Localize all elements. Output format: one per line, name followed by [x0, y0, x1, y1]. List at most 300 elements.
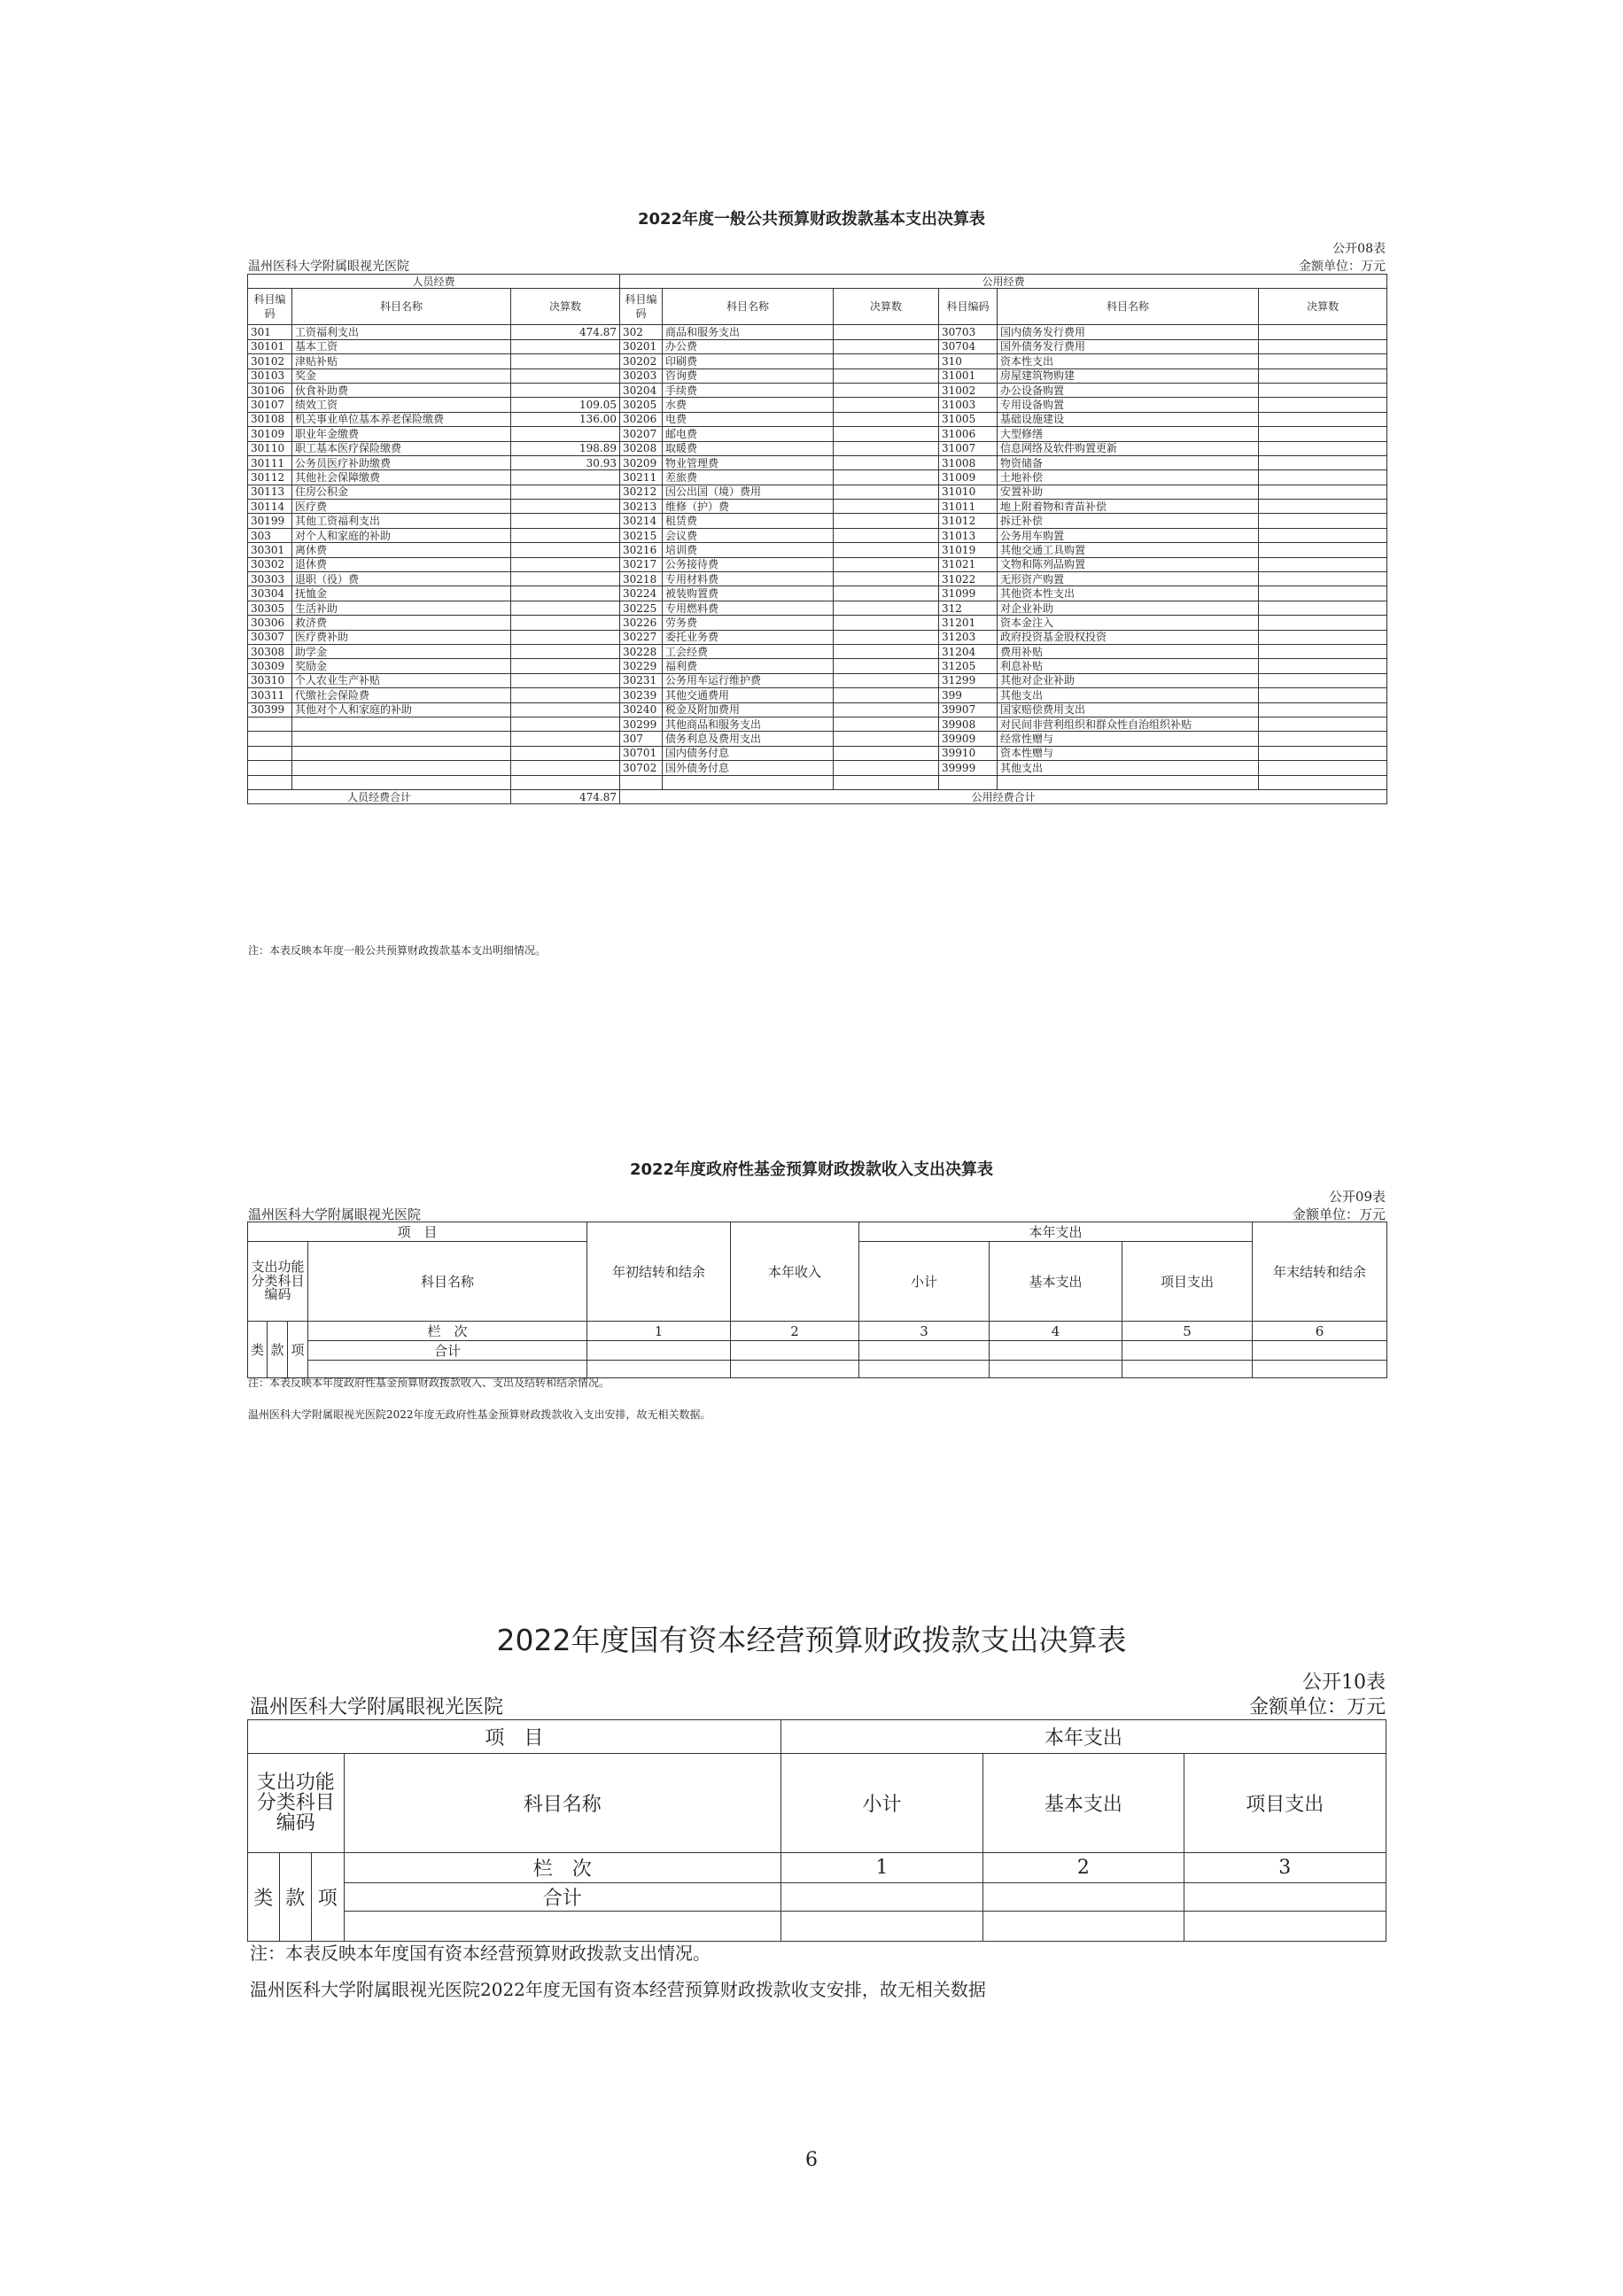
amount-cell: [1259, 485, 1387, 499]
code-cell: 31203: [939, 630, 998, 644]
name-cell: [292, 746, 511, 760]
table09: [247, 1222, 1387, 1378]
name-cell: 其他交通工具购置: [998, 543, 1259, 557]
name-cell: [663, 775, 834, 789]
amount-cell: [1259, 325, 1387, 339]
code-cell: 30308: [248, 644, 292, 658]
amount-cell: [511, 586, 620, 601]
name-cell: 委托业务费: [663, 630, 834, 644]
code-cell: 30213: [620, 500, 663, 514]
name-cell: 退职（役）费: [292, 572, 511, 586]
t10-item-header: 项 目: [248, 1720, 781, 1754]
code-cell: 30207: [620, 427, 663, 441]
code-cell: 30399: [248, 702, 292, 717]
name-cell: 救济费: [292, 616, 511, 630]
name-cell: 商品和服务支出: [663, 325, 834, 339]
amount-cell: [834, 601, 939, 615]
code-cell: 30109: [248, 427, 292, 441]
name-cell: 水费: [663, 398, 834, 412]
name-cell: 公务用车运行维护费: [663, 673, 834, 687]
name-cell: 住房公积金: [292, 485, 511, 499]
t9-subtotal: 小计: [859, 1242, 990, 1322]
table-row: [248, 500, 1387, 514]
table09-note: 注：本表反映本年度政府性基金预算财政拨款收入、支出及结转和结余情况。: [248, 1377, 610, 1389]
col-name: 科目名称: [663, 289, 834, 325]
name-cell: 税金及附加费用: [663, 702, 834, 717]
amount-cell: [834, 514, 939, 528]
amount-cell: [1259, 354, 1387, 368]
amount-cell: [834, 412, 939, 426]
amount-cell: [1259, 616, 1387, 630]
table-row: [248, 761, 1387, 775]
t10-name: 科目名称: [344, 1754, 780, 1853]
amount-cell: [511, 775, 620, 789]
code-cell: 30311: [248, 688, 292, 702]
table-row: [248, 514, 1387, 528]
name-cell: 对民间非营利组织和群众性自治组织补贴: [998, 717, 1259, 731]
code-cell: 30209: [620, 455, 663, 469]
amount-cell: [834, 630, 939, 644]
code-cell: 30113: [248, 485, 292, 499]
amount-cell: [511, 717, 620, 731]
code-cell: 30102: [248, 354, 292, 368]
page-number: 6: [805, 2149, 818, 2171]
name-cell: 土地补偿: [998, 470, 1259, 485]
code-cell: 30212: [620, 485, 663, 499]
amount-cell: [1259, 455, 1387, 469]
code-cell: 30204: [620, 383, 663, 397]
amount-cell: [1259, 717, 1387, 731]
t9-lei: 类: [248, 1322, 268, 1378]
code-cell: 39909: [939, 732, 998, 746]
name-cell: 费用补贴: [998, 644, 1259, 658]
amount-cell: [1259, 514, 1387, 528]
amount-cell: [834, 500, 939, 514]
code-cell: 30306: [248, 616, 292, 630]
table-row: [248, 644, 1387, 658]
amount-cell: [1259, 528, 1387, 542]
amount-cell: [1259, 543, 1387, 557]
name-cell: 国家赔偿费用支出: [998, 702, 1259, 717]
name-cell: 离休费: [292, 543, 511, 557]
t9-colnum: 5: [1122, 1322, 1253, 1341]
t10-func-code: 支出功能分类科目编码: [248, 1754, 345, 1853]
code-cell: 30107: [248, 398, 292, 412]
code-cell: 31010: [939, 485, 998, 499]
code-cell: 31011: [939, 500, 998, 514]
name-cell: 其他交通费用: [663, 688, 834, 702]
total-personnel-value: 474.87: [511, 789, 620, 803]
table09-title: 2022年度政府性基金预算财政拨款收入支出决算表: [629, 1160, 994, 1179]
table08-note: 注：本表反映本年度一般公共预算财政拨款基本支出明细情况。: [248, 944, 547, 957]
code-cell: 30201: [620, 339, 663, 353]
amount-cell: [834, 528, 939, 542]
table-row: [248, 339, 1387, 353]
amount-cell: [1259, 775, 1387, 789]
amount-cell: [834, 557, 939, 571]
t10-expense: 本年支出: [780, 1720, 1386, 1754]
name-cell: 伙食补助费: [292, 383, 511, 397]
table-row: [248, 368, 1387, 383]
name-cell: 抚恤金: [292, 586, 511, 601]
code-cell: 30108: [248, 412, 292, 426]
amount-cell: [1259, 644, 1387, 658]
code-cell: 31204: [939, 644, 998, 658]
table-row: [248, 572, 1387, 586]
name-cell: 手续费: [663, 383, 834, 397]
code-cell: 30199: [248, 514, 292, 528]
amount-cell: [511, 572, 620, 586]
name-cell: 代缴社会保险费: [292, 688, 511, 702]
name-cell: 维修（护）费: [663, 500, 834, 514]
code-cell: 39907: [939, 702, 998, 717]
code-cell: [248, 717, 292, 731]
code-cell: 30106: [248, 383, 292, 397]
amount-cell: [1259, 470, 1387, 485]
table-row: [248, 557, 1387, 571]
code-cell: 30239: [620, 688, 663, 702]
table10-unit: 金额单位：万元: [1248, 1696, 1386, 1718]
table-row: [248, 688, 1387, 702]
name-cell: 大型修缮: [998, 427, 1259, 441]
name-cell: 培训费: [663, 543, 834, 557]
name-cell: 公务员医疗补助缴费: [292, 455, 511, 469]
total-public-label: 公用经费合计: [620, 789, 1387, 803]
amount-cell: [511, 383, 620, 397]
name-cell: 资本性赠与: [998, 746, 1259, 760]
name-cell: 其他支出: [998, 688, 1259, 702]
t9-colnum: 6: [1253, 1322, 1387, 1341]
code-cell: 31299: [939, 673, 998, 687]
table-row: [248, 616, 1387, 630]
name-cell: 医疗费: [292, 500, 511, 514]
name-cell: 资本性支出: [998, 354, 1259, 368]
name-cell: 其他工资福利支出: [292, 514, 511, 528]
name-cell: 会议费: [663, 528, 834, 542]
name-cell: 资本金注入: [998, 616, 1259, 630]
name-cell: 其他对个人和家庭的补助: [292, 702, 511, 717]
t9-total: 合计: [308, 1341, 587, 1361]
col-amount: 决算数: [834, 289, 939, 325]
amount-cell: [1259, 572, 1387, 586]
name-cell: 无形资产购置: [998, 572, 1259, 586]
name-cell: 经常性赠与: [998, 732, 1259, 746]
amount-cell: [834, 441, 939, 455]
code-cell: 31001: [939, 368, 998, 383]
amount-cell: [511, 702, 620, 717]
amount-cell: [511, 688, 620, 702]
code-cell: 307: [620, 732, 663, 746]
amount-cell: [511, 514, 620, 528]
code-cell: 31003: [939, 398, 998, 412]
code-cell: 39910: [939, 746, 998, 760]
code-cell: 31006: [939, 427, 998, 441]
name-cell: 专用设备购置: [998, 398, 1259, 412]
amount-cell: [511, 732, 620, 746]
t9-item-header: 项 目: [248, 1222, 587, 1242]
amount-cell: [511, 673, 620, 687]
name-cell: 被装购置费: [663, 586, 834, 601]
amount-cell: [1259, 441, 1387, 455]
code-cell: 30703: [939, 325, 998, 339]
amount-cell: [1259, 688, 1387, 702]
table10-code: 公开10表: [1302, 1672, 1386, 1694]
amount-cell: [511, 528, 620, 542]
name-cell: [292, 717, 511, 731]
amount-cell: [511, 470, 620, 485]
t10-colnum: 2: [983, 1853, 1184, 1883]
amount-cell: [834, 354, 939, 368]
name-cell: [998, 775, 1259, 789]
amount-cell: [834, 746, 939, 760]
code-cell: 30299: [620, 717, 663, 731]
name-cell: 房屋建筑物购建: [998, 368, 1259, 383]
t9-lanci: 栏 次: [308, 1322, 587, 1341]
table-row: [248, 630, 1387, 644]
table08-unit: 金额单位：万元: [1299, 260, 1386, 274]
code-cell: 30215: [620, 528, 663, 542]
name-cell: 奖金: [292, 368, 511, 383]
code-cell: 30228: [620, 644, 663, 658]
code-cell: 30211: [620, 470, 663, 485]
code-cell: 30702: [620, 761, 663, 775]
code-cell: [248, 732, 292, 746]
t9-func-code: 支出功能分类科目编码: [248, 1242, 308, 1322]
amount-cell: [834, 572, 939, 586]
table-row: [248, 398, 1387, 412]
code-cell: 30307: [248, 630, 292, 644]
name-cell: 助学金: [292, 644, 511, 658]
amount-cell: [511, 368, 620, 383]
code-cell: 30226: [620, 616, 663, 630]
code-cell: 30229: [620, 659, 663, 673]
amount-cell: [834, 659, 939, 673]
code-cell: [248, 746, 292, 760]
name-cell: 利息补贴: [998, 659, 1259, 673]
name-cell: 对企业补助: [998, 601, 1259, 615]
amount-cell: [1259, 586, 1387, 601]
table-row: [248, 455, 1387, 469]
name-cell: 租赁费: [663, 514, 834, 528]
table-row: [248, 470, 1387, 485]
code-cell: 30214: [620, 514, 663, 528]
t9-expense: 本年支出: [859, 1222, 1253, 1242]
code-cell: 30227: [620, 630, 663, 644]
code-cell: 31013: [939, 528, 998, 542]
name-cell: 绩效工资: [292, 398, 511, 412]
name-cell: 个人农业生产补贴: [292, 673, 511, 687]
name-cell: 因公出国（境）费用: [663, 485, 834, 499]
name-cell: 公务用车购置: [998, 528, 1259, 542]
amount-cell: [1259, 732, 1387, 746]
name-cell: 机关事业单位基本养老保险缴费: [292, 412, 511, 426]
code-cell: 30303: [248, 572, 292, 586]
amount-cell: [834, 775, 939, 789]
code-cell: 30240: [620, 702, 663, 717]
amount-cell: [1259, 383, 1387, 397]
code-cell: 30302: [248, 557, 292, 571]
name-cell: 邮电费: [663, 427, 834, 441]
name-cell: 其他社会保障缴费: [292, 470, 511, 485]
amount-cell: [834, 673, 939, 687]
code-cell: 30305: [248, 601, 292, 615]
code-cell: 31002: [939, 383, 998, 397]
amount-cell: [511, 659, 620, 673]
table-row: [248, 383, 1387, 397]
name-cell: 基本工资: [292, 339, 511, 353]
name-cell: 专用材料费: [663, 572, 834, 586]
t10-colnum: 1: [780, 1853, 982, 1883]
amount-cell: [834, 616, 939, 630]
code-cell: 31205: [939, 659, 998, 673]
table08: [247, 274, 1387, 804]
table-row: [248, 586, 1387, 601]
table-row: [248, 732, 1387, 746]
amount-cell: [511, 601, 620, 615]
table-row: [248, 485, 1387, 499]
name-cell: 国内债务发行费用: [998, 325, 1259, 339]
table-row: [248, 412, 1387, 426]
amount-cell: [1259, 702, 1387, 717]
name-cell: 拆迁补偿: [998, 514, 1259, 528]
t9-carry-end: 年末结转和结余: [1253, 1222, 1387, 1322]
table-row: [248, 775, 1387, 789]
code-cell: 30202: [620, 354, 663, 368]
code-cell: 31009: [939, 470, 998, 485]
code-cell: 312: [939, 601, 998, 615]
name-cell: 文物和陈列品购置: [998, 557, 1259, 571]
code-cell: [248, 775, 292, 789]
name-cell: 专用燃料费: [663, 601, 834, 615]
code-cell: 31201: [939, 616, 998, 630]
t10-subtotal: 小计: [780, 1754, 982, 1853]
name-cell: 福利费: [663, 659, 834, 673]
code-cell: 30231: [620, 673, 663, 687]
name-cell: 基础设施建设: [998, 412, 1259, 426]
amount-cell: [834, 543, 939, 557]
table09-org: 温州医科大学附属眼视光医院: [248, 1206, 422, 1222]
amount-cell: [511, 746, 620, 760]
name-cell: 国内债务付息: [663, 746, 834, 760]
table09-note: 温州医科大学附属眼视光医院2022年度无政府性基金预算财政拨款收入支出安排，故无相关数据。: [248, 1408, 711, 1421]
name-cell: 医疗费补助: [292, 630, 511, 644]
amount-cell: [511, 339, 620, 353]
table-row: [248, 601, 1387, 615]
code-cell: 31007: [939, 441, 998, 455]
name-cell: 其他资本性支出: [998, 586, 1259, 601]
code-cell: 302: [620, 325, 663, 339]
name-cell: 工会经费: [663, 644, 834, 658]
amount-cell: 109.05: [511, 398, 620, 412]
name-cell: 对个人和家庭的补助: [292, 528, 511, 542]
code-cell: 30216: [620, 543, 663, 557]
code-cell: 31012: [939, 514, 998, 528]
name-cell: 信息网络及软件购置更新: [998, 441, 1259, 455]
col-name: 科目名称: [998, 289, 1259, 325]
t9-kuan: 款: [268, 1322, 288, 1378]
code-cell: 30208: [620, 441, 663, 455]
name-cell: 劳务费: [663, 616, 834, 630]
amount-cell: 136.00: [511, 412, 620, 426]
code-cell: 30103: [248, 368, 292, 383]
name-cell: 其他对企业补助: [998, 673, 1259, 687]
table10-org: 温州医科大学附属眼视光医院: [250, 1696, 504, 1718]
code-cell: 30203: [620, 368, 663, 383]
name-cell: 办公费: [663, 339, 834, 353]
amount-cell: [1259, 761, 1387, 775]
amount-cell: [511, 354, 620, 368]
col-code: 科目编码: [248, 289, 292, 325]
t9-income: 本年收入: [731, 1222, 859, 1322]
amount-cell: 474.87: [511, 325, 620, 339]
name-cell: 奖励金: [292, 659, 511, 673]
name-cell: 债务利息及费用支出: [663, 732, 834, 746]
name-cell: 职工基本医疗保险缴费: [292, 441, 511, 455]
code-cell: 30217: [620, 557, 663, 571]
amount-cell: [834, 398, 939, 412]
code-cell: 30110: [248, 441, 292, 455]
name-cell: 安置补助: [998, 485, 1259, 499]
amount-cell: [1259, 659, 1387, 673]
table-row: [248, 528, 1387, 542]
t9-project: 项目支出: [1122, 1242, 1253, 1322]
amount-cell: [834, 732, 939, 746]
table-row: [248, 717, 1387, 731]
name-cell: 取暖费: [663, 441, 834, 455]
amount-cell: [834, 644, 939, 658]
code-cell: 30225: [620, 601, 663, 615]
name-cell: 电费: [663, 412, 834, 426]
code-cell: 30310: [248, 673, 292, 687]
name-cell: 工资福利支出: [292, 325, 511, 339]
name-cell: 印刷费: [663, 354, 834, 368]
t9-colnum: 1: [587, 1322, 731, 1341]
amount-cell: [511, 427, 620, 441]
col-name: 科目名称: [292, 289, 511, 325]
t9-carry-begin: 年初结转和结余: [587, 1222, 731, 1322]
t9-basic: 基本支出: [990, 1242, 1122, 1322]
code-cell: [248, 761, 292, 775]
name-cell: 国外债务付息: [663, 761, 834, 775]
table-row: [248, 427, 1387, 441]
t10-xiang: 项: [312, 1853, 345, 1942]
t9-colnum: 3: [859, 1322, 990, 1341]
name-cell: [292, 732, 511, 746]
code-cell: 39999: [939, 761, 998, 775]
code-cell: 31099: [939, 586, 998, 601]
code-cell: 30111: [248, 455, 292, 469]
table08-org: 温州医科大学附属眼视光医院: [248, 260, 409, 274]
amount-cell: [834, 325, 939, 339]
amount-cell: [834, 717, 939, 731]
name-cell: 其他支出: [998, 761, 1259, 775]
t10-colnum: 3: [1184, 1853, 1386, 1883]
amount-cell: [834, 427, 939, 441]
table10-note: 注：本表反映本年度国有资本经营预算财政拨款支出情况。: [250, 1943, 711, 1964]
col-code: 科目编码: [620, 289, 663, 325]
amount-cell: [834, 688, 939, 702]
amount-cell: 30.93: [511, 455, 620, 469]
name-cell: 物资储备: [998, 455, 1259, 469]
table-row: [248, 543, 1387, 557]
amount-cell: [511, 557, 620, 571]
code-cell: 30112: [248, 470, 292, 485]
amount-cell: [1259, 500, 1387, 514]
code-cell: 30301: [248, 543, 292, 557]
name-cell: 差旅费: [663, 470, 834, 485]
col-code: 科目编码: [939, 289, 998, 325]
table08-body: [248, 325, 1387, 790]
